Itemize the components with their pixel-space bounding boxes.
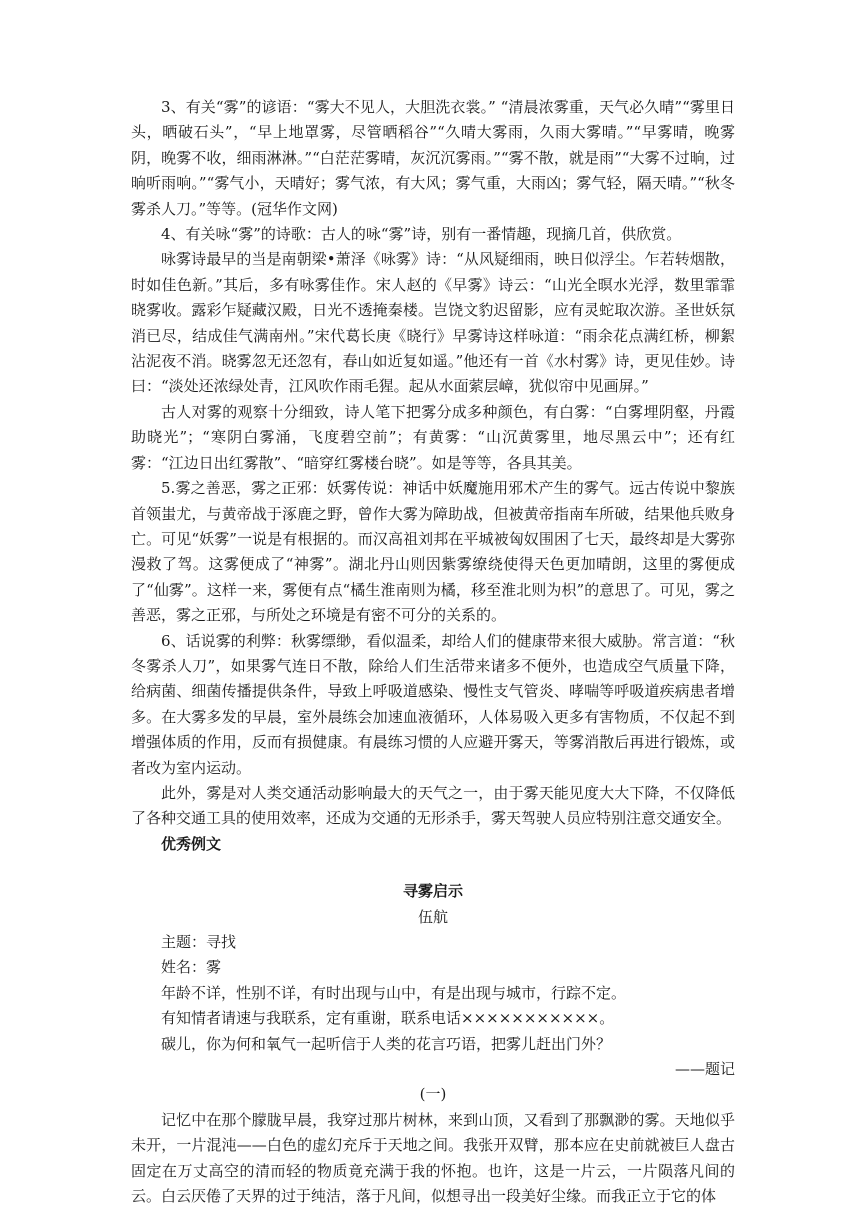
paragraph-proverbs: 3、有关“雾”的谚语：“雾大不见人，大胆洗衣裳。” “清晨浓雾重，天气必久晴”“雾里日头，晒破石头”，“早上地罩雾，尽管晒稻谷”“久晴大雾雨，久雨大雾晴。”“早雾晴，晚雾阴，晚雾不收，细雨淋淋。”“白茫茫雾晴，灰沉沉雾雨。”“雾不散，就是雨”“大雾不过晌，过晌听雨响。”“雾气小，天晴好；雾气浓，有大风；雾气重，大雨凶；雾气轻，隔天晴。”“秋冬雾杀人刀。”等等。(冠华作文网) [131,98,735,218]
essay-signature: ——题记 [674,1060,735,1079]
essay-part-label: (一) [419,1085,447,1104]
essay-line: 有知情者请速与我联系，定有重谢，联系电话×××××××××××。 [161,1009,615,1028]
paragraph-good-evil: 5.雾之善恶，雾之正邪：妖雾传说：神话中妖魔施用邪术产生的雾气。远古传说中黎族首领蚩尤，与黄帝战于涿鹿之野，曾作大雾为障助战，但被黄帝指南车所破，结果他兵败身亡。可见“妖雾”一说是有根据的。而汉高祖刘邦在平城被匈奴围困了七天，最终却是大雾弥漫救了驾。这雾便成了“神雾”。湖北丹山则因紫雾缭绕使得天色更加晴朗，这里的雾便成了“仙雾”。这样一来，雾便有点“橘生淮南则为橘，移至淮北则为枳”的意思了。可见，雾之善恶，雾之正邪，与所处之环境是有密不可分的关系的。 [131,479,735,625]
essay-line: 年龄不详，性别不详，有时出现与山中，有是出现与城市，行踪不定。 [161,983,627,1002]
essay-body: 记忆中在那个朦胧早晨，我穿过那片树林，来到山顶，又看到了那飘渺的雾。天地似乎未开，一片混沌——白色的虚幻充斥于天地之间。我张开双臂，那本应在史前就被巨人盘古固定在万丈高空的清而轻的物质竟充满于我的怀抱。也许，这是一片云，一片陨落凡间的云。白云厌倦了天界的过于纯洁，落于凡间，似想寻出一段美好尘缘。而我正立于它的体 [131,1110,735,1206]
paragraph-traffic: 此外，雾是对人类交通活动影响最大的天气之一，由于雾天能见度大大下降，不仅降低了各种交通工具的使用效率，还成为交通的无形杀手，雾天驾驶人员应特别注意交通安全。 [131,783,735,828]
essay-author: 伍航 [417,907,448,926]
paragraph-poems: 咏雾诗最早的当是南朝梁•萧泽《咏雾》诗：“从风疑细雨，映日似浮尘。乍若转烟散，时如佳色新。”其后，多有咏雾佳作。宋人赵的《早雾》诗云：“山光全暝水光浮，数里霏霏晓雾收。露彩乍疑藏汉殿，日光不透掩秦楼。岂饶文豹迟留影，应有灵蛇取次游。圣世妖氛消已尽，结成佳气满南州。”宋代葛长庚《晓行》早雾诗这样咏道：“雨余花点满红桥，柳絮沾泥夜不消。晓雾忽无还忽有，春山如近复如遥。”他还有一首《水村雾》诗，更见佳妙。诗曰：“淡处还浓绿处青，江风吹作雨毛猩。起从水面萦层嶂，犹似帘中见画屏。” [131,250,735,396]
paragraph-poems-intro: 4、有关咏“雾”的诗歌：古人的咏“雾”诗，别有一番情趣，现摘几首，供欣赏。 [161,225,682,244]
paragraph-fog-colors: 古人对雾的观察十分细致，诗人笔下把雾分成多种颜色，有白雾：“白雾埋阴壑，丹霞助晓光”；“寒阴白雾涌，飞度碧空前”；有黄雾：“山沉黄雾里，地尽黑云中”；还有红雾：“江边日出红雾散”、“暗穿红雾楼台晓”。如是等等，各具其美。 [131,402,735,472]
paragraph-pros-cons: 6、话说雾的利弊：秋雾缥缈，看似温柔，却给人们的健康带来很大威胁。常言道：“秋冬雾杀人刀”，如果雾气连日不散，除给人们生活带来诸多不便外，也造成空气质量下降，给病菌、细菌传播提供条件，导致上呼吸道感染、慢性支气管炎、哮喘等呼吸道疾病患者增多。在大雾多发的早晨，室外晨练会加速血液循环，人体易吸入更多有害物质，不仅起不到增强体质的作用，反而有损健康。有晨练习惯的人应避开雾天，等雾消散后再进行锻炼，或者改为室内运动。 [131,631,735,777]
essay-line: 碳儿，你为何和氧气一起听信于人类的花言巧语，把雾儿赶出门外？ [161,1034,612,1053]
essay-line: 姓名：雾 [161,958,222,977]
section-heading: 优秀例文 [161,834,222,853]
essay-line: 主题：寻找 [161,933,237,951]
essay-title: 寻雾启示 [402,882,463,901]
